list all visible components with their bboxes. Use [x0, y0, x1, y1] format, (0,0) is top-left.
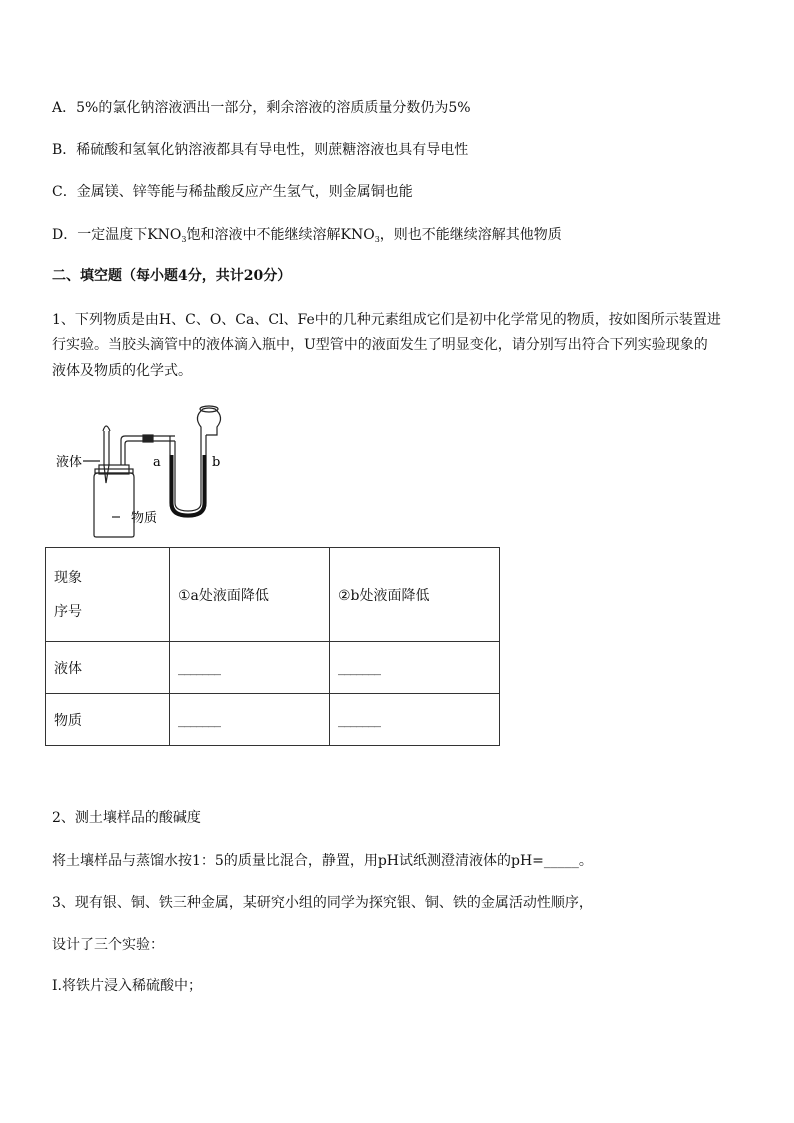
option-b: B．稀硫酸和氢氧化钠溶液都具有导电性，则蔗糖溶液也具有导电性 [52, 142, 469, 158]
bottle [94, 473, 134, 537]
experiment-apparatus-figure [45, 395, 275, 545]
option-d-text-2: 饱和溶液中不能继续溶解KNO [186, 227, 375, 243]
label-b: b [212, 455, 221, 470]
label-liquid: 液体 [56, 455, 83, 470]
q1-line-1: 1、下列物质是由H、C、O、Ca、Cl、Fe中的几种元素组成它们是初中化学常见的物质，按如图所示装置进 [52, 312, 721, 328]
answer-blank[interactable]: _______ [330, 694, 500, 746]
option-d-subscript-1: 3 [181, 235, 187, 244]
q3-line-1: 3、现有银、铜、铁三种金属，某研究小组的同学为探究银、铜、铁的金属活动性顺序， [52, 895, 593, 911]
q1-line-3: 液体及物质的化学式。 [52, 363, 192, 379]
option-d [52, 225, 562, 250]
header-phenomenon: 现象 [54, 569, 82, 586]
answer-blank[interactable]: _______ [330, 642, 500, 694]
table-header-b: ②b处液面降低 [330, 548, 500, 642]
label-a: a [153, 455, 161, 470]
answer-blank[interactable]: _______ [170, 642, 330, 694]
option-d-text-3: ，则也不能继续溶解其他物质 [379, 227, 562, 243]
q2-body: 将土壤样品与蒸馏水按1：5的质量比混合，静置，用pH试纸测澄清液体的pH=_____。 [52, 853, 593, 869]
row-label-liquid: 液体 [46, 642, 170, 694]
q1-line-2: 行实验。当胶头滴管中的液体滴入瓶中，U型管中的液面发生了明显变化，请分别写出符合下列实验现象的 [52, 337, 708, 353]
option-a: A．5%的氯化钠溶液洒出一部分，剩余溶液的溶质质量分数仍为5% [52, 100, 471, 116]
option-d-subscript-2: 3 [374, 235, 380, 244]
table-header-row [46, 548, 500, 642]
apparatus-drawing [45, 395, 275, 545]
table-corner-cell [46, 548, 170, 642]
table-header-a: ①a处液面降低 [170, 548, 330, 642]
label-substance: 物质 [131, 511, 158, 526]
answer-table [45, 547, 500, 746]
section-heading: 二、填空题（每小题4分，共计20分） [52, 268, 292, 284]
option-c: C．金属镁、锌等能与稀盐酸反应产生氢气，则金属铜也能 [52, 184, 413, 200]
answer-blank[interactable]: _______ [170, 694, 330, 746]
row-label-substance: 物质 [46, 694, 170, 746]
q2-title: 2、测土壤样品的酸碱度 [52, 810, 201, 826]
q3-line-3: I.将铁片浸入稀硫酸中； [52, 978, 202, 994]
table-row [46, 642, 500, 694]
table-row [46, 694, 500, 746]
header-number: 序号 [54, 603, 82, 620]
q3-line-2: 设计了三个实验： [52, 937, 164, 953]
option-d-text-1: D．一定温度下KNO [52, 227, 182, 243]
